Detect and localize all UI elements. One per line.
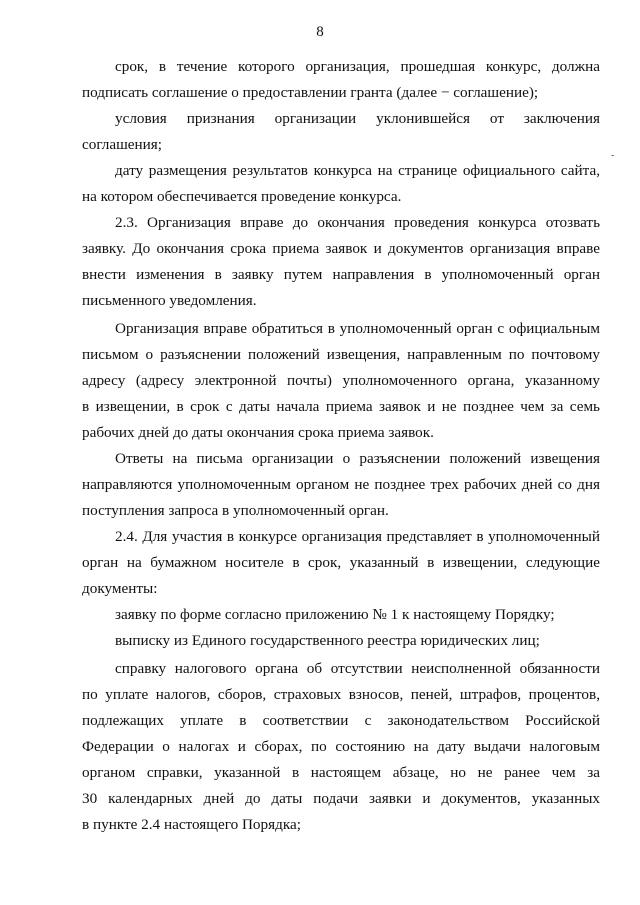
text-line: 2.3. Организация вправе до окончания проведения конкурса отозвать	[115, 214, 600, 231]
text-line: письмом о разъяснении положений извещения, направленным по почтовому	[82, 346, 600, 363]
text-line: направляются уполномоченным органом не позднее трех рабочих дней со дня	[82, 476, 600, 493]
text-line: поступления запроса в уполномоченный орган.	[82, 502, 389, 519]
text-line: подлежащих уплате в соответствии с законодательством Российской	[82, 712, 600, 729]
text-line: органом справки, указанной в настоящем абзаце, но не ранее чем за	[82, 764, 600, 781]
text-line: рабочих дней до даты окончания срока приема заявок.	[82, 424, 434, 441]
text-line: Федерации о налогах и сборах, по состоянию на дату выдачи налоговым	[82, 738, 600, 755]
margin-mark: -	[611, 150, 615, 161]
text-line: заявку. До окончания срока приема заявок и документов организация вправе	[82, 240, 600, 257]
text-line: документы:	[82, 580, 158, 597]
text-line: в пункте 2.4 настоящего Порядка;	[82, 816, 301, 833]
text-line: условия признания организации уклонившейся от заключения	[115, 110, 600, 127]
text-line: по уплате налогов, сборов, страховых взносов, пеней, штрафов, процентов,	[82, 686, 600, 703]
text-line: справку налогового органа об отсутствии неисполненной обязанности	[115, 660, 600, 677]
text-line: на котором обеспечивается проведение конкурса.	[82, 188, 402, 205]
text-line: подписать соглашение о предоставлении гранта (далее − соглашение);	[82, 84, 539, 101]
text-line: выписку из Единого государственного реестра юридических лиц;	[115, 632, 540, 649]
text-line: Организация вправе обратиться в уполномоченный орган с официальным	[115, 320, 600, 337]
text-line: Ответы на письма организации о разъяснении положений извещения	[115, 450, 600, 467]
text-line: 30 календарных дней до даты подачи заявки и документов, указанных	[82, 790, 600, 807]
text-line: 2.4. Для участия в конкурсе организация представляет в уполномоченный	[115, 528, 600, 545]
text-line: орган на бумажном носителе в срок, указанный в извещении, следующие	[82, 554, 600, 571]
text-line: дату размещения результатов конкурса на странице официального сайта,	[115, 162, 600, 179]
text-line: соглашения;	[82, 136, 163, 153]
text-line: заявку по форме согласно приложению № 1 к настоящему Порядку;	[115, 606, 555, 623]
text-line: адресу (адресу электронной почты) уполномоченного органа, указанному	[82, 372, 600, 389]
text-line: письменного уведомления.	[82, 292, 257, 309]
text-line: в извещении, в срок с даты начала приема заявок и не позднее чем за семь	[82, 398, 600, 415]
page-number: 8	[316, 24, 324, 40]
text-line: срок, в течение которого организация, прошедшая конкурс, должна	[115, 58, 600, 75]
text-line: внести изменения в заявку путем направления в уполномоченный орган	[82, 266, 600, 283]
